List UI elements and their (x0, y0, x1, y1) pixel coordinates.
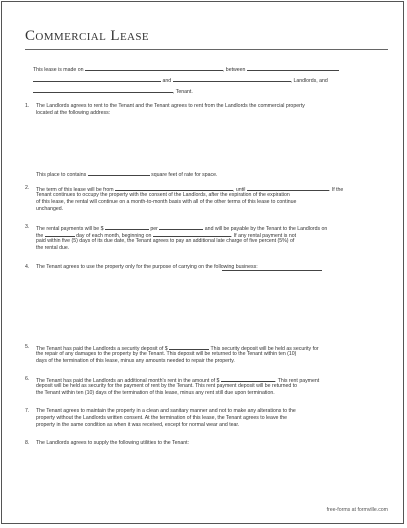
clause-2-line-2: Tenant continues to occupy the property with the consent of the Landlords, after the expiration of the expiration (36, 192, 290, 198)
clause-2-line-3: of this lease, the rental will continue on a month-to-month basis with all of the other terms of this lease to continue (36, 199, 297, 205)
rent-period-field[interactable] (159, 224, 203, 230)
clause-3-line-4: the rental due. (36, 245, 70, 251)
clause-5-line-3: days of the termination of this lease, minus any amounts needed to repair the property. (36, 358, 235, 364)
landlord-name-field-2[interactable] (33, 76, 161, 82)
rent-start-date-field[interactable] (153, 231, 231, 237)
clause-5-held-text: This security deposit will be held as security for (210, 346, 319, 352)
clause-7-line-2: property without the Landlords written consent. At the termination of this lease, the Tenant agrees to leave the (36, 415, 288, 421)
clause-2-if-the-text: . If the (328, 187, 344, 193)
clause-1-line-2: located at the following address: (36, 110, 111, 116)
intro-line-1 (33, 65, 339, 74)
intro-text-and: and (162, 78, 172, 84)
additional-rent-field[interactable] (221, 376, 275, 382)
clause-5-number: 5. (25, 344, 30, 350)
intro-text-between: , between (222, 67, 246, 73)
clause-1-number: 1. (25, 103, 30, 109)
clause-6-additional-rent-text: The Tenant has paid the Landlords an additional month's rent in the amount of $ (36, 378, 220, 384)
clause-3-not-paid-text: . If any rental payment is not (230, 233, 297, 239)
clause-3-number: 3. (25, 224, 30, 230)
clause-6-number: 6. (25, 376, 30, 382)
clause-7-line-1: The Tenant agrees to maintain the property in a clean and sanitary manner and not to make any alterations to the (36, 408, 296, 414)
clause-3-rental-text: The rental payments will be $ (36, 226, 104, 232)
clause-1-line-1: The Landlords agrees to rent to the Tenant and the Tenant agrees to rent from the Landlords the commercial property (36, 103, 305, 109)
clause-1-contains-text: This place to contains (36, 172, 87, 178)
clause-3-the-text: the (36, 233, 44, 239)
clause-6-line-3: the Tenant within ten (10) days of the termination of this lease, minus any rent still due upon termination. (36, 390, 275, 396)
intro-line-2 (33, 76, 328, 85)
clause-2-until-text: , until (233, 187, 246, 193)
clause-5-deposit-text: The Tenant has paid the Landlords a security deposit of $ (36, 346, 168, 352)
rent-day-field[interactable] (45, 231, 75, 237)
title-divider (25, 49, 388, 50)
lease-document (1, 1, 404, 524)
rent-amount-field[interactable] (105, 224, 149, 230)
clause-3-day-text: day of each month, beginning on (76, 233, 152, 239)
clause-7-number: 7. (25, 408, 30, 414)
square-feet-field[interactable] (88, 170, 150, 176)
clause-1-size-line (36, 170, 217, 179)
term-start-field[interactable] (115, 185, 233, 191)
clause-2-line-4: unchanged. (36, 206, 64, 212)
clause-4-number: 4. (25, 264, 30, 270)
clause-3-line-3: paid within five (5) days of its due date, the Tenant agrees to pay an additional late charge of five percent (5%) of (36, 238, 295, 244)
clause-4-line-1: The Tenant agrees to use the property only for the purpose of carrying on the following business: (36, 264, 258, 270)
clause-7-line-3: property in the same condition as when it was received, except for normal wear and tear. (36, 422, 240, 428)
intro-text-landlords: , Landlords, and (290, 78, 328, 84)
security-deposit-field[interactable] (169, 344, 209, 350)
clause-5-line-2: the repair of any damages to the property by the Tenant. This deposit will be returned to the Tenant within ten (10) (36, 351, 297, 357)
clause-2-term-from-text: The term of this lease will be from (36, 187, 114, 193)
clause-6-rent-payment-text: . This rent payment (274, 378, 320, 384)
clause-2-number: 2. (25, 185, 30, 191)
landlord-name-field-3[interactable] (173, 76, 291, 82)
lease-date-field[interactable] (85, 65, 223, 71)
term-end-field[interactable] (247, 185, 329, 191)
clause-8-line-1: The Landlords agrees to supply the following utilities to the Tenant: (36, 440, 190, 446)
business-purpose-field[interactable] (222, 265, 322, 271)
clause-8-number: 8. (25, 440, 30, 446)
clause-6-line-2: deposit will be held as security for the payment of rent by the Tenant. This rent payment deposit will be returned to (36, 383, 298, 389)
intro-text-tenant: , Tenant. (173, 89, 193, 95)
tenant-name-field[interactable] (33, 87, 173, 93)
clause-3-payable-text: and will be payable by the Tenant to the Landlords on (204, 226, 328, 232)
landlord-name-field-1[interactable] (247, 65, 339, 71)
footer-source: free-forms at formville.com (326, 507, 388, 513)
clause-1-square-feet-text: square feet of rate for space. (151, 172, 218, 178)
clause-3-per-text: per (150, 226, 158, 232)
document-title: Commercial Lease (25, 28, 150, 44)
intro-text-made-on: This lease is made on (33, 67, 84, 73)
intro-line-3 (33, 87, 193, 96)
